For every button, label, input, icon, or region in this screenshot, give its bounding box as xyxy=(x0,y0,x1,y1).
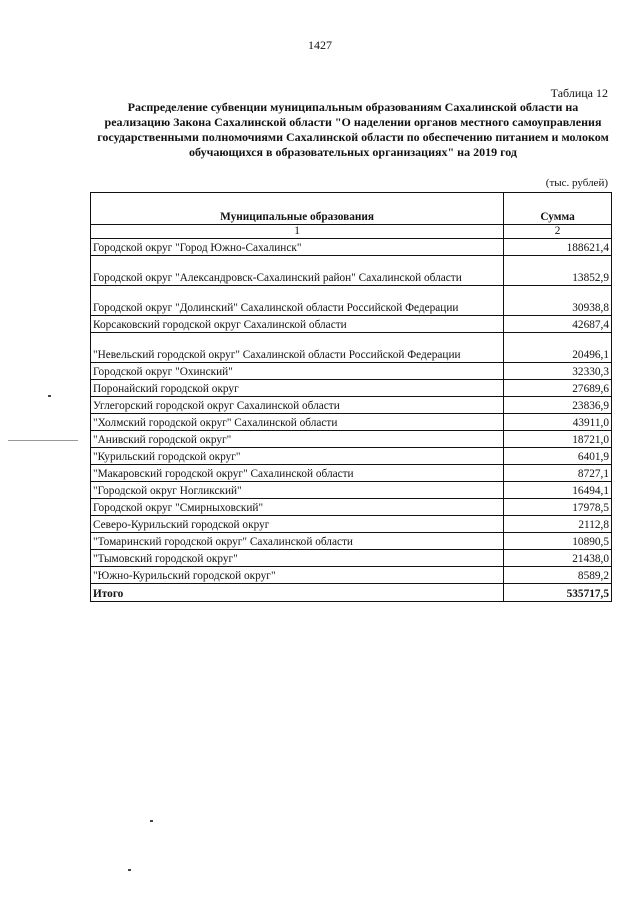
table-row xyxy=(91,516,612,533)
header-amount: Сумма xyxy=(504,193,612,225)
municipality-name: Городской округ "Охинский" xyxy=(91,363,504,380)
municipality-name: "Анивский городской округ" xyxy=(91,431,504,448)
municipality-name: "Городской округ Ногликский" xyxy=(91,482,504,499)
amount-value: 30938,8 xyxy=(504,286,612,316)
municipality-name: "Невельский городской округ" Сахалинской области Российской Федерации xyxy=(91,333,504,363)
amount-value: 17978,5 xyxy=(504,499,612,516)
municipality-name: Корсаковский городской округ Сахалинской области xyxy=(91,316,504,333)
document-title: Распределение субвенции муниципальным образованиям Сахалинской области на реализацию Закона Сахалинской области "О наделении органов местного самоуправления государственными полномочиями Сахалинской области по обеспечению питанием и молоком обучающихся в образовательных организациях" на 2019 год xyxy=(97,100,609,159)
table-row xyxy=(91,397,612,414)
table-row xyxy=(91,414,612,431)
total-label: Итого xyxy=(91,584,504,602)
amount-value: 43911,0 xyxy=(504,414,612,431)
table-header-row xyxy=(91,193,612,225)
table-row xyxy=(91,239,612,256)
amount-value: 8589,2 xyxy=(504,567,612,584)
amount-value: 21438,0 xyxy=(504,550,612,567)
table-row xyxy=(91,316,612,333)
units-label: (тыс. рублей) xyxy=(545,177,608,189)
header-municipality: Муниципальные образования xyxy=(91,193,504,225)
municipality-name: "Томаринский городской округ" Сахалинской области xyxy=(91,533,504,550)
municipality-name: Городской округ "Александровск-Сахалинский район" Сахалинской области xyxy=(91,256,504,286)
amount-value: 23836,9 xyxy=(504,397,612,414)
municipality-name: "Тымовский городской округ" xyxy=(91,550,504,567)
municipality-name: "Курильский городской округ" xyxy=(91,448,504,465)
table-row xyxy=(91,567,612,584)
table-row xyxy=(91,431,612,448)
scan-speck xyxy=(8,440,78,441)
municipality-name: Углегорский городской округ Сахалинской области xyxy=(91,397,504,414)
table-row xyxy=(91,256,612,286)
municipality-name: Городской округ "Долинский" Сахалинской области Российской Федерации xyxy=(91,286,504,316)
amount-value: 42687,4 xyxy=(504,316,612,333)
municipality-name: Северо-Курильский городской округ xyxy=(91,516,504,533)
table-row xyxy=(91,465,612,482)
column-number-1: 1 xyxy=(91,225,504,239)
table-row xyxy=(91,333,612,363)
amount-value: 188621,4 xyxy=(504,239,612,256)
column-number-row xyxy=(91,225,612,239)
table-row xyxy=(91,380,612,397)
municipality-name: "Макаровский городской округ" Сахалинской области xyxy=(91,465,504,482)
amount-value: 20496,1 xyxy=(504,333,612,363)
table-row xyxy=(91,448,612,465)
table-row xyxy=(91,550,612,567)
municipality-name: "Южно-Курильский городской округ" xyxy=(91,567,504,584)
amount-value: 18721,0 xyxy=(504,431,612,448)
municipality-name: Городской округ "Город Южно-Сахалинск" xyxy=(91,239,504,256)
table-row xyxy=(91,482,612,499)
amount-value: 8727,1 xyxy=(504,465,612,482)
amount-value: 16494,1 xyxy=(504,482,612,499)
municipality-name: "Холмский городской округ" Сахалинской области xyxy=(91,414,504,431)
table-row xyxy=(91,363,612,380)
table-row xyxy=(91,533,612,550)
amount-value: 6401,9 xyxy=(504,448,612,465)
table-row xyxy=(91,499,612,516)
amount-value: 27689,6 xyxy=(504,380,612,397)
table-row xyxy=(91,286,612,316)
amount-value: 13852,9 xyxy=(504,256,612,286)
municipality-name: Поронайский городской округ xyxy=(91,380,504,397)
amount-value: 10890,5 xyxy=(504,533,612,550)
page-number: 1427 xyxy=(308,38,332,52)
scan-speck xyxy=(128,869,131,871)
subvention-table xyxy=(90,192,612,602)
municipality-name: Городской округ "Смирныховский" xyxy=(91,499,504,516)
column-number-2: 2 xyxy=(504,225,612,239)
scan-speck xyxy=(150,820,153,822)
total-row xyxy=(91,584,612,602)
amount-value: 2112,8 xyxy=(504,516,612,533)
total-amount: 535717,5 xyxy=(504,584,612,602)
table-label: Таблица 12 xyxy=(550,86,608,100)
scan-speck xyxy=(48,395,51,397)
amount-value: 32330,3 xyxy=(504,363,612,380)
